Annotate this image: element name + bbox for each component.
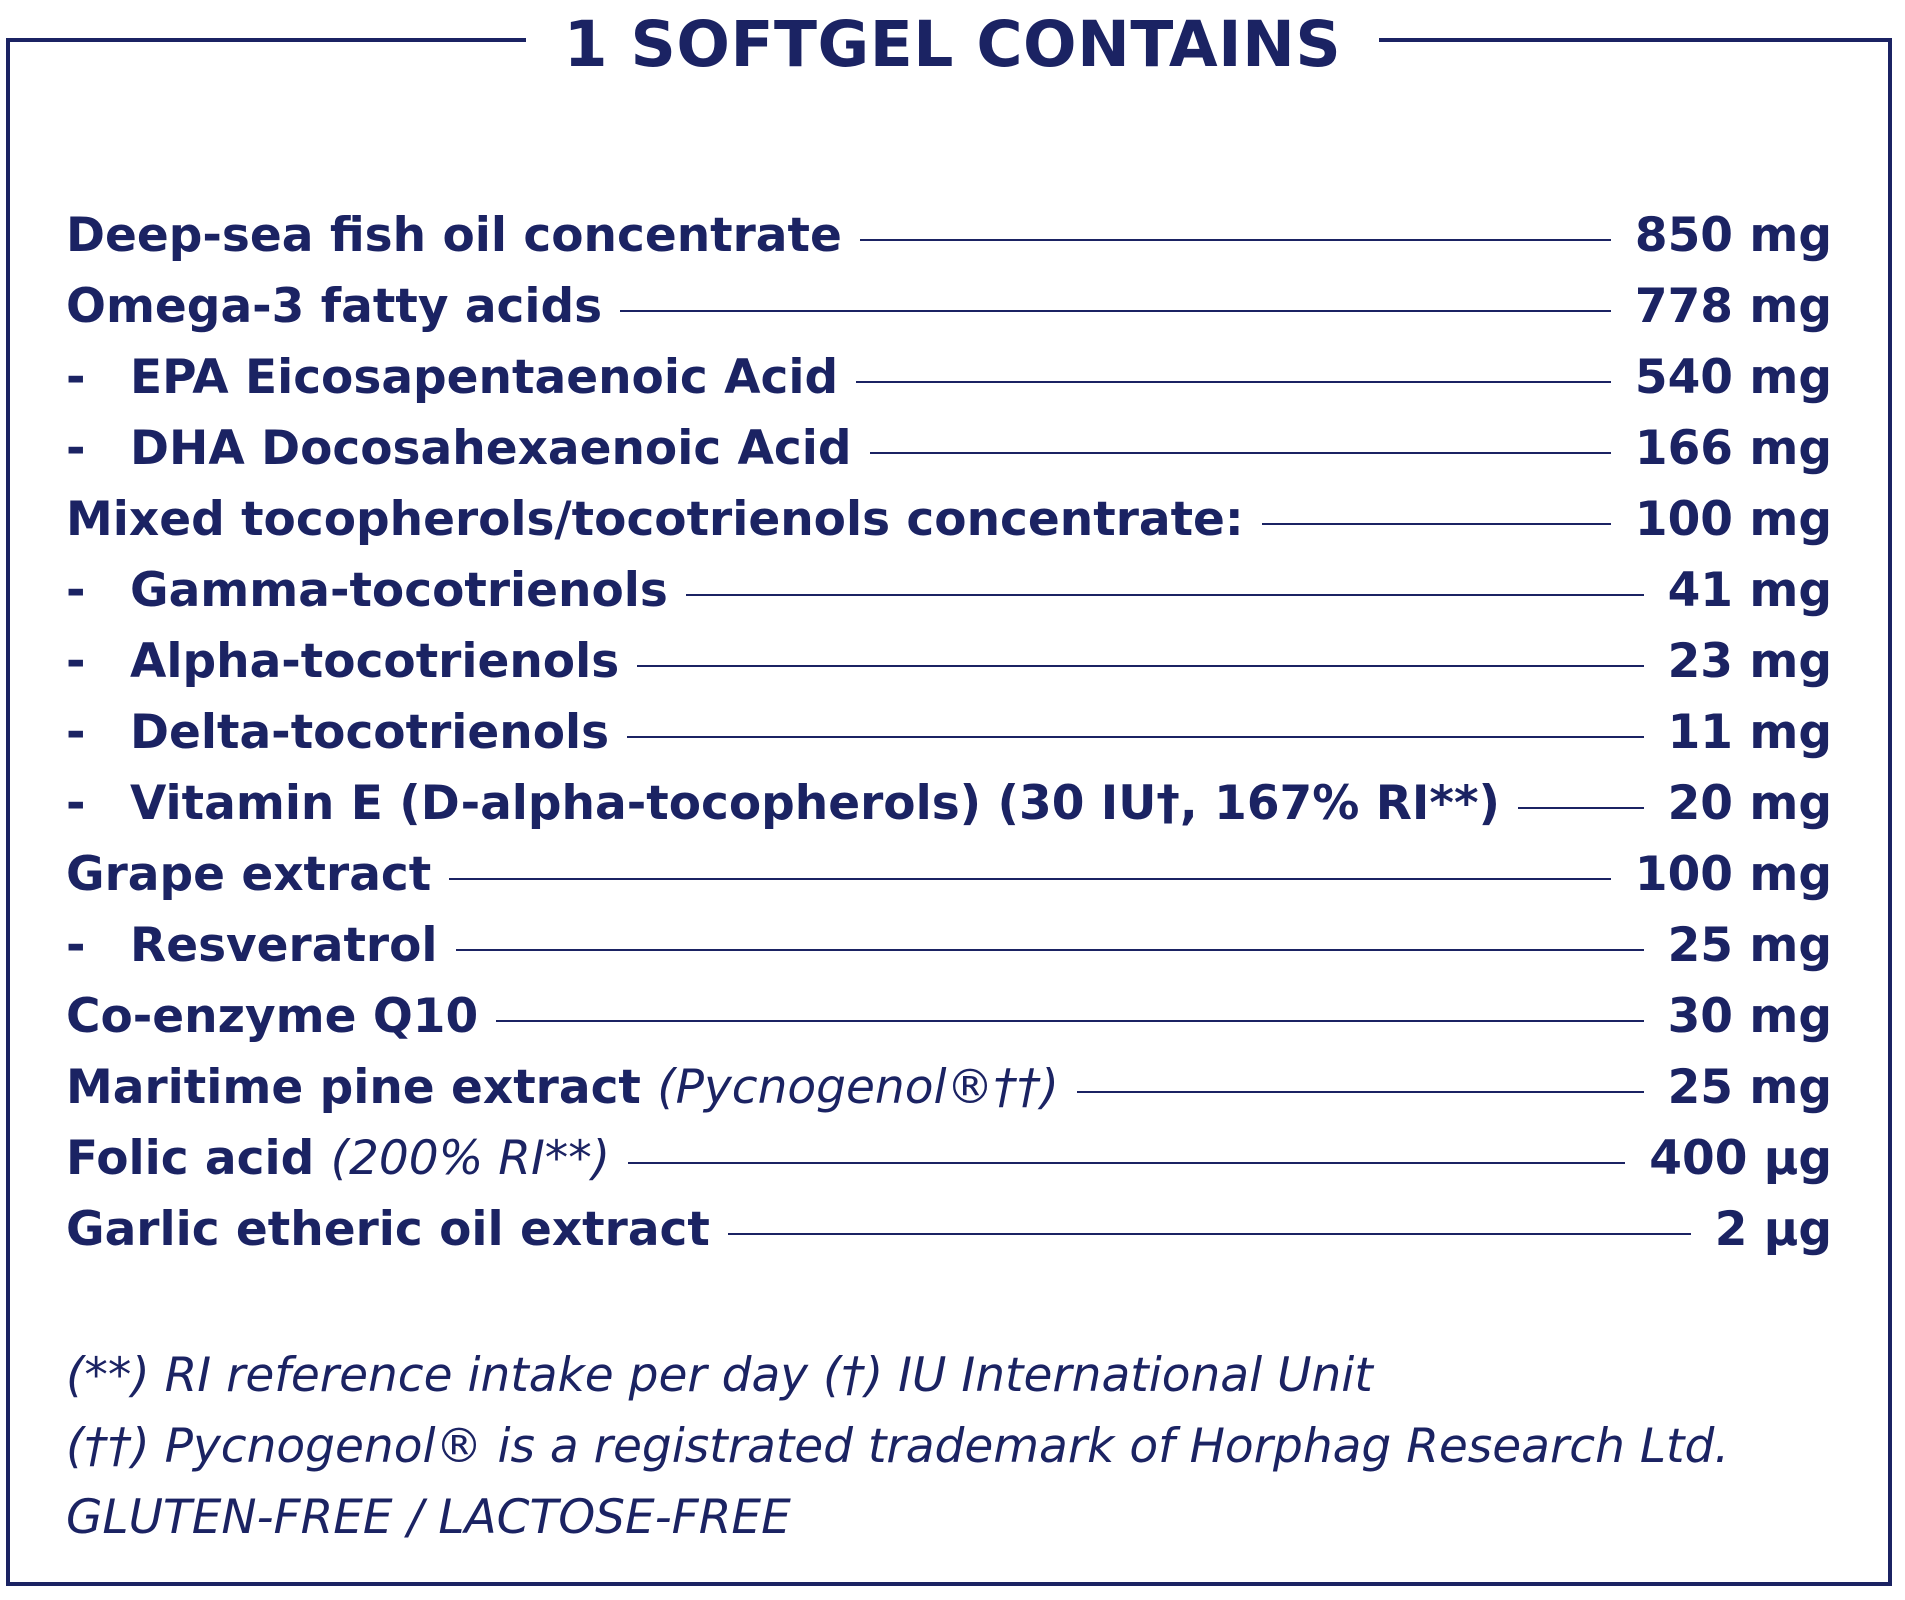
ingredient-name-text: Mixed tocopherols/tocotrienols concentrate:: [66, 492, 1244, 547]
ingredient-amount: 25 mg: [1667, 918, 1832, 973]
ingredient-name-text: Grape extract: [66, 847, 432, 902]
sub-item-dash: -: [66, 350, 86, 405]
ingredient-name-text: EPA Eicosapentaenoic Acid: [130, 350, 839, 405]
ingredient-note: (200% RI**): [330, 1131, 611, 1186]
ingredient-name-text: Gamma-tocotrienols: [130, 563, 668, 618]
ingredient-note: (Pycnogenol®††): [657, 1060, 1059, 1115]
ingredient-row: [66, 200, 1832, 271]
ingredient-row: [66, 697, 1832, 768]
ingredient-row: [66, 1194, 1832, 1265]
ingredient-name: [130, 918, 438, 973]
ingredient-name-text: Deep-sea fish oil concentrate: [66, 208, 842, 263]
ingredient-name: [66, 847, 431, 902]
ingredient-amount: 778 mg: [1634, 279, 1832, 334]
leader-line: [496, 1020, 1643, 1022]
ingredient-amount: 25 mg: [1667, 1060, 1832, 1115]
ingredient-name-text: Vitamin E (D-alpha-tocopherols) (30 IU†, 167% RI**): [130, 776, 1501, 831]
ingredient-amount: 20 mg: [1667, 776, 1832, 831]
ingredient-amount: 850 mg: [1634, 208, 1832, 263]
ingredient-row: [66, 555, 1832, 626]
footnote-ri-iu: (**) RI reference intake per day (†) IU International Unit: [66, 1348, 1373, 1403]
leader-line: [686, 594, 1644, 596]
panel-title: 1 SOFTGEL CONTAINS: [526, 0, 1379, 90]
ingredient-name: [130, 563, 668, 618]
ingredient-name: [66, 1202, 710, 1257]
leader-line: [456, 949, 1644, 951]
leader-line: [870, 452, 1611, 454]
ingredient-name-text: Resveratrol: [130, 918, 438, 973]
ingredient-name-text: Omega-3 fatty acids: [66, 279, 603, 334]
sub-item-dash: -: [66, 421, 86, 476]
ingredient-name: [130, 776, 1500, 831]
ingredient-name-text: Alpha-tocotrienols: [130, 634, 620, 689]
ingredient-name: [66, 279, 602, 334]
ingredient-row: [66, 1123, 1832, 1194]
footnote-allergen: GLUTEN-FREE / LACTOSE-FREE: [66, 1490, 791, 1545]
footnotes: [66, 1340, 1832, 1553]
leader-line: [860, 239, 1611, 241]
sub-item-dash: -: [66, 705, 86, 760]
ingredient-name: [130, 705, 609, 760]
ingredient-amount: 23 mg: [1667, 634, 1832, 689]
ingredient-amount: 100 mg: [1634, 492, 1832, 547]
ingredient-row: [66, 484, 1832, 555]
ingredient-row: [66, 839, 1832, 910]
ingredient-name-text: Co-enzyme Q10: [66, 989, 479, 1044]
sub-item-dash: -: [66, 918, 86, 973]
ingredient-row: [66, 271, 1832, 342]
ingredient-name: [66, 208, 842, 263]
footnote-trademark: (††) Pycnogenol® is a registrated trademark of Horphag Research Ltd.: [66, 1419, 1730, 1474]
ingredient-row: [66, 768, 1832, 839]
ingredient-name: [66, 1131, 610, 1186]
sub-item-dash: -: [66, 634, 86, 689]
leader-line: [856, 381, 1611, 383]
ingredient-name: [66, 989, 478, 1044]
ingredient-name: [130, 421, 852, 476]
ingredient-amount: 166 mg: [1634, 421, 1832, 476]
ingredient-row: [66, 626, 1832, 697]
leader-line: [627, 736, 1644, 738]
ingredient-name-text: Maritime pine extract: [66, 1060, 641, 1115]
ingredient-row: [66, 1052, 1832, 1123]
ingredient-row: [66, 981, 1832, 1052]
ingredient-amount: 11 mg: [1667, 705, 1832, 760]
sub-item-dash: -: [66, 776, 86, 831]
ingredient-name: [130, 350, 838, 405]
ingredient-name-text: Garlic etheric oil extract: [66, 1202, 710, 1257]
ingredient-amount: 30 mg: [1667, 989, 1832, 1044]
leader-line: [449, 878, 1611, 880]
ingredient-amount: 400 µg: [1649, 1131, 1832, 1186]
leader-line: [1518, 807, 1644, 809]
leader-line: [1262, 523, 1611, 525]
sub-item-dash: -: [66, 563, 86, 618]
ingredient-amount: 41 mg: [1667, 563, 1832, 618]
leader-line: [637, 665, 1643, 667]
ingredient-name-text: Delta-tocotrienols: [130, 705, 610, 760]
ingredient-row: [66, 910, 1832, 981]
leader-line: [620, 310, 1611, 312]
ingredient-amount: 100 mg: [1634, 847, 1832, 902]
leader-line: [1077, 1091, 1644, 1093]
ingredient-amount: 540 mg: [1634, 350, 1832, 405]
leader-line: [728, 1233, 1691, 1235]
ingredient-name: [130, 634, 619, 689]
ingredient-amount: 2 µg: [1714, 1202, 1832, 1257]
ingredient-name: [66, 1060, 1059, 1115]
ingredient-row: [66, 413, 1832, 484]
ingredient-name-text: Folic acid: [66, 1131, 315, 1186]
title-bar: [0, 0, 1905, 90]
ingredient-row: [66, 342, 1832, 413]
ingredient-name-text: DHA Docosahexaenoic Acid: [130, 421, 852, 476]
ingredient-name: [66, 492, 1244, 547]
ingredient-list: [66, 200, 1832, 1265]
leader-line: [628, 1162, 1625, 1164]
